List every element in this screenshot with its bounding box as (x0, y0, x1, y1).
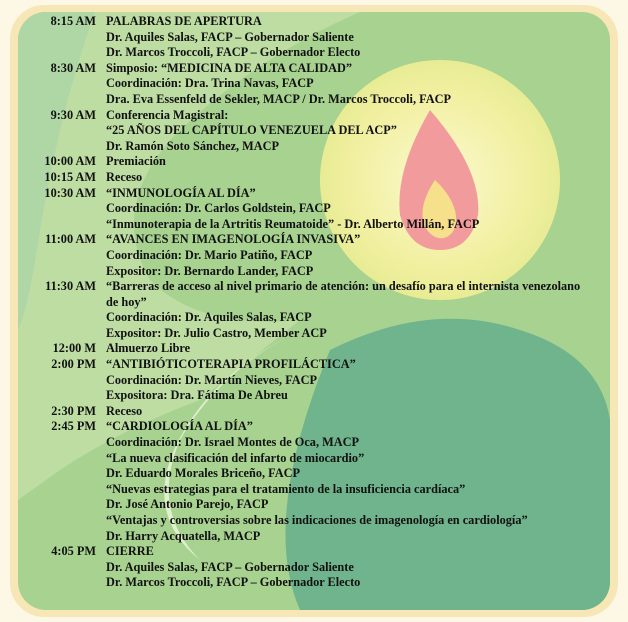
entry-lines (106, 170, 584, 186)
entry-title: Receso (106, 403, 143, 418)
entry-detail: Dr. Harry Acquatella, MACP (106, 528, 261, 543)
entry-time: 2:00 PM (51, 357, 96, 372)
entry-title: “AVANCES EN IMAGENOLOGÍA INVASIVA” (106, 232, 361, 247)
entry-detail: “Nuevas estrategias para el tratamiento de la insuficiencia cardíaca” (106, 481, 466, 496)
entry-detail: Dra. Eva Essenfeld de Sekler, MACP / Dr. Marcos Troccoli, FACP (106, 91, 451, 106)
entry-detail: Coordinación: Dr. Israel Montes de Oca, MACP (106, 435, 359, 450)
schedule-entry (0, 14, 628, 61)
entry-detail: Coordinación: Dr. Mario Patiño, FACP (106, 247, 313, 262)
entry-title: CIERRE (106, 544, 154, 559)
schedule-list (0, 14, 628, 591)
schedule-entry (0, 154, 628, 170)
entry-title: Simposio: “MEDICINA DE ALTA CALIDAD” (106, 60, 352, 75)
entry-time: 8:15 AM (50, 14, 96, 28)
schedule-entry (0, 170, 628, 186)
schedule-entry (0, 404, 628, 420)
entry-time: 2:30 PM (51, 403, 96, 418)
entry-time: 10:00 AM (44, 154, 96, 169)
entry-lines (106, 357, 584, 404)
entry-detail: Dr. José Antonio Parejo, FACP (106, 497, 269, 512)
schedule-entry (0, 419, 628, 544)
entry-lines (106, 544, 584, 591)
entry-lines (106, 61, 584, 108)
entry-title: “ANTIBIÓTICOTERAPIA PROFILÁCTICA” (106, 357, 356, 372)
entry-lines (106, 341, 584, 357)
entry-detail: Dr. Ramón Soto Sánchez, MACP (106, 138, 280, 153)
schedule-entry (0, 341, 628, 357)
entry-title: “INMUNOLOGÍA AL DÍA” (106, 185, 256, 200)
entry-lines (106, 419, 584, 544)
entry-detail: Dr. Aquiles Salas, FACP – Gobernador Saliente (106, 559, 354, 574)
entry-title: Almuerzo Libre (106, 341, 191, 356)
entry-lines (106, 14, 584, 61)
entry-time: 9:30 AM (50, 107, 96, 122)
schedule-entry (0, 544, 628, 591)
entry-detail: Expositor: Dr. Julio Castro, Member ACP (106, 325, 327, 340)
entry-detail: “25 AÑOS DEL CAPÍTULO VENEZUELA DEL ACP” (106, 123, 397, 138)
entry-lines (106, 232, 584, 279)
entry-time: 2:45 PM (51, 419, 96, 434)
entry-detail: Dr. Eduardo Morales Briceño, FACP (106, 466, 300, 481)
entry-title: Receso (106, 169, 143, 184)
entry-time: 11:30 AM (45, 279, 96, 294)
entry-time: 11:00 AM (45, 232, 96, 247)
schedule-entry (0, 279, 628, 341)
entry-detail: Coordinación: Dr. Martín Nieves, FACP (106, 372, 318, 387)
entry-detail: Dr. Marcos Troccoli, FACP – Gobernador Electo (106, 45, 361, 60)
entry-detail: Coordinación: Dr. Carlos Goldstein, FACP (106, 201, 331, 216)
entry-lines (106, 154, 584, 170)
entry-lines (106, 186, 584, 233)
entry-title: Premiación (106, 154, 166, 169)
entry-detail: Coordinación: Dra. Trina Navas, FACP (106, 76, 314, 91)
schedule-entry (0, 232, 628, 279)
entry-lines (106, 108, 584, 155)
entry-detail: Dr. Marcos Troccoli, FACP – Gobernador Electo (106, 575, 361, 590)
schedule-entry (0, 108, 628, 155)
entry-title: “CARDIOLOGÍA AL DÍA” (106, 419, 253, 434)
entry-title: Conferencia Magistral: (106, 107, 229, 122)
entry-time: 10:15 AM (44, 169, 96, 184)
entry-time: 12:00 M (52, 341, 96, 356)
entry-title: PALABRAS DE APERTURA (106, 14, 262, 28)
entry-detail: Coordinación: Dr. Aquiles Salas, FACP (106, 310, 312, 325)
entry-detail: Expositora: Dra. Fátima De Abreu (106, 388, 288, 403)
entry-title: “Barreras de acceso al nivel primario de atención: un desafío para el internista venezolano de hoy” (106, 279, 581, 309)
entry-detail: Expositor: Dr. Bernardo Lander, FACP (106, 263, 314, 278)
entry-detail: Dr. Aquiles Salas, FACP – Gobernador Saliente (106, 29, 354, 44)
entry-detail: “Ventajas y controversias sobre las indicaciones de imagenología en cardiología” (106, 513, 528, 527)
entry-detail: “Inmunoterapia de la Artritis Reumatoide” - Dr. Alberto Millán, FACP (106, 216, 480, 231)
schedule-entry (0, 357, 628, 404)
entry-time: 8:30 AM (50, 60, 96, 75)
entry-lines (106, 279, 584, 341)
entry-lines (106, 404, 584, 420)
entry-time: 4:05 PM (51, 544, 96, 559)
entry-detail: “La nueva clasificación del infarto de miocardio” (106, 450, 365, 465)
entry-time: 10:30 AM (44, 185, 96, 200)
schedule-entry (0, 186, 628, 233)
schedule-entry (0, 61, 628, 108)
